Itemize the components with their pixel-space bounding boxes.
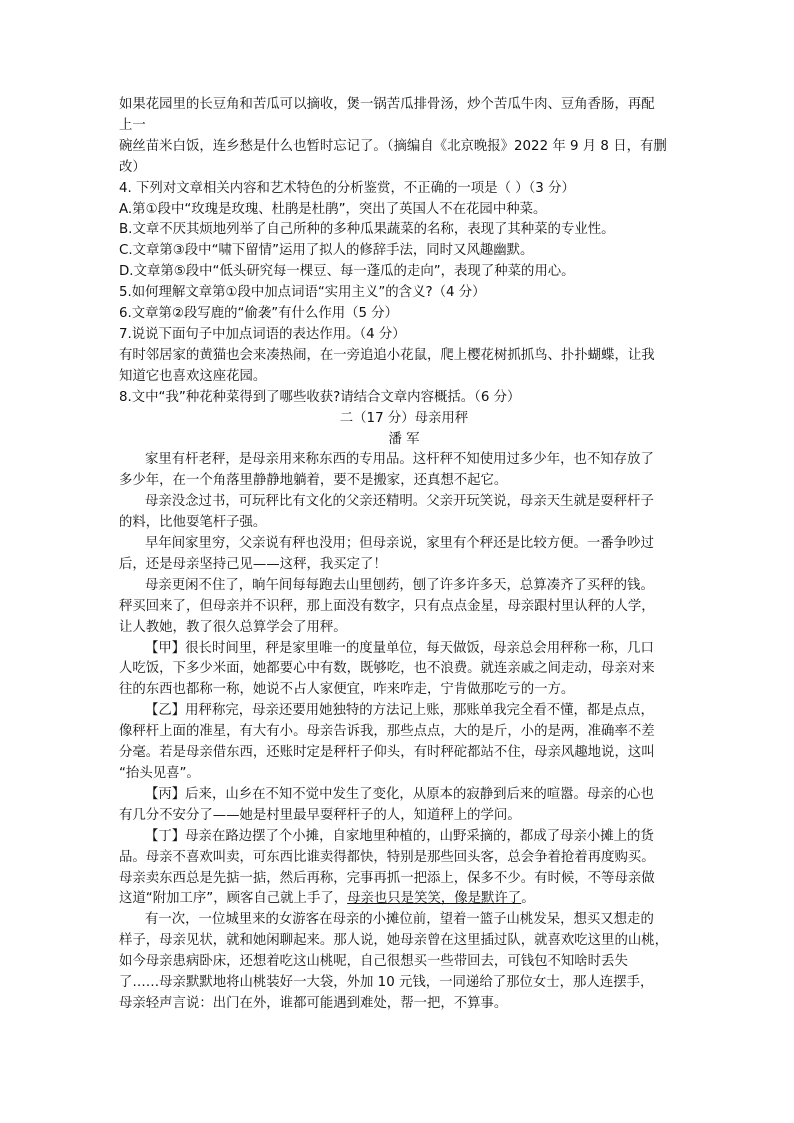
paragraph-line: 多少年，在一个角落里静静地躺着，要不是搬家，还真想不起它。	[119, 473, 508, 489]
paragraph-line	[119, 889, 689, 910]
intro-passage	[119, 95, 689, 179]
underlined-sentence: 母亲也只是笑笑，像是默许了	[347, 891, 522, 907]
option-d: D.文章第⑤段中“低头研究每一棵豆、每一蓬瓜的走向”，表现了种菜的用心。	[119, 264, 575, 280]
paragraph-line: 有几分不安分了——她是村里最早耍秤杆子的人，知道秤上的学问。	[119, 807, 521, 823]
paragraph-yi	[119, 701, 689, 785]
question-6: 6.文章第②段写鹿的“偷袭”有什么作用（5 分）	[119, 306, 399, 322]
paragraph	[119, 450, 689, 492]
paragraph-line: 母亲轻声言说：出门在外，谁都可能遇到难处，帮一把，不算事。	[119, 995, 508, 1011]
paragraph-line: 秤买回来了，但母亲并不识秤，那上面没有数字，只有点点金星，母亲跟村里认秤的人学，	[119, 598, 655, 614]
paragraph-line: 人吃饭，下多少米面，她都要心中有数，既够吃，也不浪费。就连亲戚之间走动，母亲对来	[119, 661, 655, 677]
intro-line: 如果花园里的长豆角和苦瓜可以摘收，煲一锅苦瓜排骨汤，炒个苦瓜牛肉、豆角香肠，再配	[119, 97, 655, 112]
option-b: B.文章不厌其烦地列举了自己所种的多种瓜果蔬菜的名称，表现了其种菜的专业性。	[119, 222, 615, 238]
question-7: 7.说说下面句子中加点词语的表达作用。（4 分）	[119, 326, 406, 342]
intro-line: 碗丝苗米白饭，连乡愁是什么也暂时忘记了。（摘编自《北京晚报》2022 年 9 月 8 日，有删	[119, 138, 667, 154]
paragraph	[119, 576, 689, 639]
document-page	[119, 95, 689, 1015]
option-c: C.文章第③段中“啸下留情”运用了拟人的修辞手法，同时又风趣幽默。	[119, 243, 534, 259]
paragraph	[119, 492, 689, 534]
question-8: 8.文中“我”种花种菜得到了哪些收获?请结合文章内容概括。（6 分）	[119, 389, 521, 405]
intro-line: 改）	[119, 159, 146, 175]
paragraph-line: 【甲】很长时间里，秤是家里唯一的度量单位，每天做饭，母亲总会用秤称一称，几口	[145, 640, 654, 656]
paragraph-bing	[119, 785, 689, 827]
intro-line: 上一	[119, 117, 146, 133]
section-title: 二（17 分）母亲用秤	[339, 410, 469, 426]
paragraph-line: 【丙】后来，山乡在不知不觉中发生了变化，从原本的寂静到后来的喧嚣。母亲的心也	[145, 786, 654, 802]
paragraph-line: 早年间家里穷，父亲说有秤也没用；但母亲说，家里有个秤还是比较方便。一番争吵过	[145, 536, 654, 552]
paragraph-line: 有一次，一位城里来的女游客在母亲的小摊位前，望着一篮子山桃发呆，想买又想走的	[145, 912, 654, 928]
option-a: A.第①段中“玫瑰是玫瑰、杜鹃是杜鹃”，突出了英国人不在花园中种菜。	[119, 201, 547, 217]
paragraph-line: 母亲更闲不住了，晌午间每每跑去山里刨药，刨了许多许多天，总算凑齐了买秤的钱。	[145, 577, 654, 593]
paragraph-line: 【乙】用秤称完，母亲还要用她独特的方法记上账，那账单我完全看不懂，都是点点，	[145, 703, 654, 719]
paragraph	[119, 910, 689, 1015]
line-text: 。	[521, 891, 535, 907]
paragraph-line: 了……母亲默默地将山桃装好一大袋，外加 10 元钱，一同递给了那位女士，那人连摆手，	[119, 975, 654, 991]
paragraph-line: 的料，比他耍笔杆子强。	[119, 515, 267, 531]
paragraph-jia	[119, 639, 689, 702]
paragraph-line: 母亲没念过书，可玩秤比有文化的父亲还精明。父亲开玩笑说，母亲天生就是耍秤杆子	[145, 494, 654, 510]
question-7-quote: 有时邻居家的黄猫也会来凑热闹，在一旁追追小花鼠，爬上樱花树抓抓鸟、扑扑蝴蝶，让我	[119, 347, 655, 363]
paragraph-line: 让人教她，教了很久总算学会了用秤。	[119, 619, 347, 635]
paragraph-line: “抬头见喜”。	[119, 766, 200, 781]
paragraph-line: 母亲卖东西总是先掂一掂，然后再称，完事再抓一把添上，保多不少。有时候，不等母亲做	[119, 870, 655, 886]
question-7-quote: 知道它也喜欢这座花园。	[119, 368, 267, 384]
paragraph-line: 【丁】母亲在路边摆了个小摊，自家地里种植的，山野采摘的，都成了母亲小摊上的货	[145, 828, 654, 844]
question-5: 5.如何理解文章第①段中加点词语“实用主义”的含义?（4 分）	[119, 285, 486, 301]
line-text: 这道“附加工序”，顾客自己就上手了，	[119, 891, 348, 907]
paragraph-line: 如今母亲患病卧床，还想着吃这山桃呢，自己很想买一些带回去，可钱包不知啥时丢失	[119, 954, 628, 970]
question-4: 4. 下列对文章相关内容和艺术特色的分析鉴赏，不正确的一项是（ ）（3 分）	[119, 180, 575, 196]
paragraph-line: 品。母亲不喜欢叫卖，可东西比谁卖得都快，特别是那些回头客，总会争着抢着再度购买。	[119, 849, 655, 865]
article-body	[119, 450, 689, 1014]
paragraph-line: 家里有杆老秤，是母亲用来称东西的专用品。这杆秤不知使用过多少年，也不知存放了	[145, 452, 654, 468]
paragraph-line: 分毫。若是母亲借东西，还账时定是秤杆子仰头，有时秤砣都站不住，母亲风趣地说，这叫	[119, 745, 655, 761]
question-list	[119, 179, 689, 409]
paragraph-line: 样子，母亲见状，就和她闲聊起来。那人说，她母亲曾在这里插过队，就喜欢吃这里的山桃，	[119, 933, 669, 949]
paragraph-line: 像秤杆上面的准星，有大有小。母亲告诉我，那些点点，大的是斤，小的是两，准确率不差	[119, 724, 655, 740]
paragraph	[119, 534, 689, 576]
paragraph-line: 后，还是母亲坚持己见——这秤，我买定了！	[119, 556, 387, 572]
author-name: 潘 军	[388, 431, 420, 447]
paragraph-ding	[119, 827, 689, 911]
paragraph-line: 往的东西也都称一称，她说不占人家便宜，咋来咋走，宁肯做那吃亏的一方。	[119, 682, 575, 698]
